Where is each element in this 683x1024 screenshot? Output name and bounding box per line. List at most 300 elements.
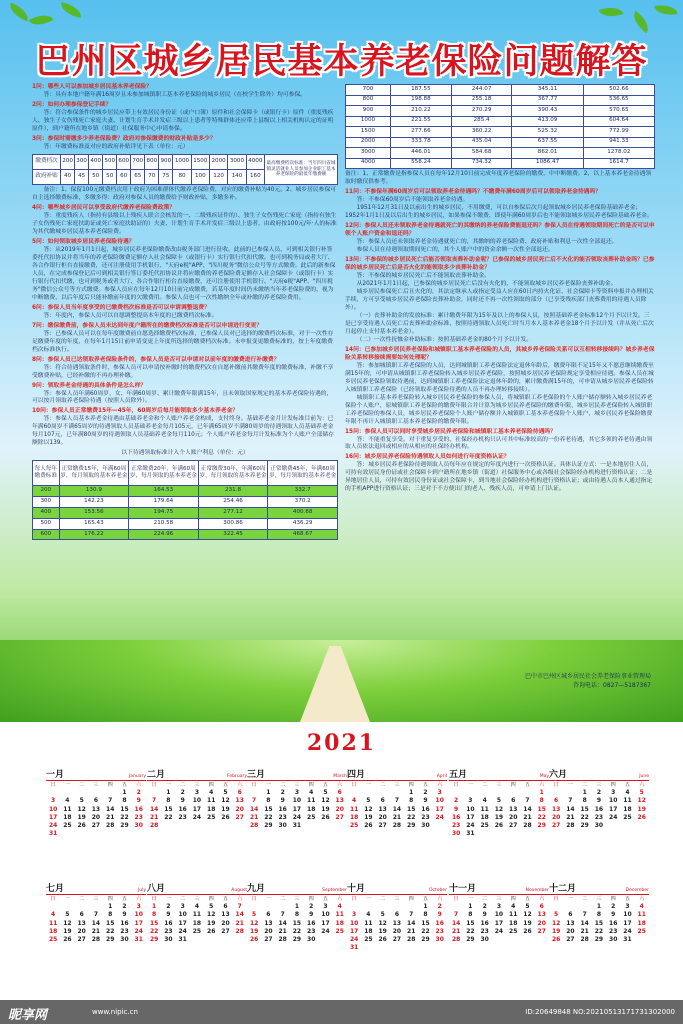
weekday-label: 二	[180, 896, 186, 902]
calendar-day: 23	[421, 813, 430, 821]
question-5: 5问：如何领取城乡居民养老保险待遇？	[32, 238, 135, 245]
calendar-day: 19	[551, 927, 561, 935]
table-cell: 153.56	[59, 507, 129, 518]
month-2	[147, 770, 247, 830]
table-cell: 277.12	[198, 507, 268, 518]
calendar-day: 17	[494, 919, 504, 927]
calendar-week	[46, 806, 146, 814]
leaf-decoration	[59, 2, 83, 18]
calendar-day: 21	[451, 927, 461, 935]
calendar-day: 14	[580, 919, 589, 927]
calendar-day: 8	[539, 797, 544, 805]
calendar-day: 3	[323, 903, 328, 911]
question-8: 8问：参保人员已达领取养老保险条件的，参保人员是否可以申请对以前年度的缴费进行补缴费？	[32, 356, 280, 363]
calendar-day: 31	[178, 935, 187, 943]
calendar-week	[147, 814, 247, 822]
month-5	[449, 770, 549, 838]
calendar-day: 18	[480, 813, 489, 821]
calendar-empty-cell	[233, 936, 247, 944]
calendar-week	[549, 936, 649, 944]
weekday-label: 四	[208, 782, 214, 788]
calendar-day: 27	[566, 935, 575, 943]
month-header	[147, 884, 247, 895]
calendar-empty-cell	[361, 944, 375, 952]
calendar-day: 5	[223, 789, 228, 797]
calendar-day: 28	[566, 821, 575, 829]
weekday-label: 六	[337, 896, 343, 902]
table-cell: 604.64	[583, 116, 654, 127]
table-note: 备注：1、正常缴费是指参保人员在每年12月10日前完成年度养老保险的缴费，中中断缴费。2、以上基本养老金待遇领取时缴仅供参考。	[345, 171, 652, 185]
calendar-day: 15	[292, 919, 302, 927]
calendar-week	[449, 936, 549, 944]
calendar-day: 6	[93, 797, 99, 805]
calendar-day: 13	[509, 805, 518, 813]
calendar-week	[46, 920, 146, 928]
weekday-label: 六	[337, 782, 343, 788]
calendar-day: 7	[409, 911, 414, 919]
calendar-week	[449, 911, 549, 919]
calendar-day: 22	[466, 927, 475, 935]
calendar-day: 28	[451, 935, 461, 943]
month-9	[247, 884, 347, 944]
calendar-week	[347, 789, 447, 797]
calendar-day: 29	[106, 935, 115, 943]
table-row	[346, 127, 655, 138]
table-row	[33, 486, 338, 497]
calendar-day: 30	[278, 821, 287, 829]
weekday-label: 五	[222, 782, 228, 788]
calendar-week	[347, 944, 447, 952]
month-3	[247, 770, 347, 830]
calendar-day: 20	[392, 927, 402, 935]
table-row	[346, 158, 655, 169]
weekday-label: 五	[524, 896, 530, 902]
calendar-week	[46, 814, 146, 822]
calendar-day: 8	[266, 797, 271, 805]
calendar-day: 11	[637, 911, 646, 919]
calendar-day: 26	[494, 821, 504, 829]
calendar-week	[549, 903, 649, 911]
calendar-day: 1	[152, 903, 157, 911]
question-15: 15问：参保人员可以同时享受城乡居民养老保险和城镇职工基本养老保险待遇吗？	[345, 428, 556, 435]
table-cell: 255.18	[451, 95, 512, 106]
calendar-day: 15	[594, 919, 604, 927]
calendar-day: 8	[166, 797, 171, 805]
calendar-day: 10	[292, 797, 302, 805]
calendar-day: 12	[77, 805, 86, 813]
table-row	[33, 529, 338, 540]
calendar-day: 16	[307, 919, 316, 927]
calendar-empty-cell	[563, 903, 577, 911]
month-header	[347, 770, 447, 781]
calendar-day: 19	[207, 919, 216, 927]
calendar-empty-cell	[233, 822, 247, 830]
calendar-empty-cell	[478, 789, 492, 797]
weekday-label: 二	[380, 896, 386, 902]
calendar-day: 10	[134, 911, 143, 919]
calendar-day: 14	[91, 919, 101, 927]
calendar-day: 16	[451, 813, 461, 821]
calendar-empty-cell	[463, 789, 477, 797]
answer-12-detail: 参保人员在待遇领取期间死亡的，其个人账户中的资金余额一次性全部退还。	[356, 246, 554, 253]
calendar-day: 8	[409, 797, 414, 805]
calendar-day: 2	[423, 789, 428, 797]
calendar-day: 2	[454, 797, 459, 805]
question-14: 14问：已参加城乡居民养老保险和城镇职工基本养老保险的人员，其城乡养老保险关系可以互相转移接续吗？城乡养老保险关系转移接续需要如何处理呢？	[345, 346, 655, 361]
calendar-day: 18	[623, 805, 632, 813]
calendar-empty-cell	[304, 822, 318, 830]
weekday-header	[347, 781, 447, 789]
leaf-decoration	[629, 11, 654, 33]
calendar-day: 31	[292, 821, 302, 829]
answer-11: 答：不参保60周岁后不能领取养老金待遇。	[356, 196, 469, 203]
weekday-label: 四	[107, 782, 113, 788]
pension-table-caption: 以下待遇领取标准计入个人账户利息（单位：元）	[121, 450, 249, 457]
calendar-day: 21	[149, 813, 159, 821]
calendar-day: 23	[594, 813, 604, 821]
weekday-label: 日	[251, 782, 257, 788]
calendar-day: 29	[594, 935, 604, 943]
calendar-day: 12	[637, 797, 646, 805]
table-cell: 4000	[346, 158, 391, 169]
month-header	[549, 770, 649, 781]
calendar-day: 25	[349, 821, 359, 829]
calendar-day: 16	[178, 805, 187, 813]
calendar-empty-cell	[390, 944, 404, 952]
table-cell: 70	[145, 169, 159, 184]
calendar-empty-cell	[635, 936, 649, 944]
table-cell: 179.64	[129, 497, 199, 508]
calendar-day: 4	[65, 797, 70, 805]
calendar-day: 11	[349, 805, 359, 813]
calendar-week	[147, 911, 247, 919]
calendar-week	[247, 789, 347, 797]
calendar-empty-cell	[578, 903, 592, 911]
calendar-empty-cell	[478, 830, 492, 838]
calendar-empty-cell	[46, 903, 60, 911]
calendar-day: 1	[409, 789, 414, 797]
calendar-week	[347, 928, 447, 936]
calendar-week	[449, 797, 549, 805]
table-cell: 333.78	[391, 137, 452, 148]
weekday-label: 日	[351, 782, 357, 788]
calendar-day: 30	[609, 935, 618, 943]
calendar-year: 2021	[306, 730, 377, 756]
table-cell: 436.29	[268, 518, 338, 529]
calendar-day: 9	[423, 797, 428, 805]
table-cell: 164.53	[129, 486, 199, 497]
calendar-day: 17	[435, 805, 444, 813]
question-16: 16问：城乡居民养老保险待遇领取人员如何进行年度资格认证？	[345, 454, 510, 461]
weekday-label: 四	[610, 896, 616, 902]
table-cell: 800	[346, 95, 391, 106]
calendar-day: 15	[580, 805, 589, 813]
table-cell: 165.43	[59, 518, 129, 529]
calendar-day: 27	[378, 821, 387, 829]
weekday-label: 二	[280, 896, 286, 902]
calendar-day: 8	[582, 797, 587, 805]
calendar-day: 4	[51, 911, 56, 919]
calendar-day: 17	[349, 927, 359, 935]
calendar-day: 2	[596, 789, 602, 797]
calendar-day: 1	[596, 903, 602, 911]
calendar-day: 10	[321, 911, 330, 919]
calendar-day: 23	[278, 813, 287, 821]
weekday-label: 六	[136, 782, 142, 788]
calendar-day: 13	[392, 919, 402, 927]
answer-7: 答：已参保人员可以在每年度缴费前自愿选择缴费档次标准，已参保人员对已选择的缴费档次标准，对于一次性存足缴费年度的年度，在每年1月15日前申请变更上年度所选择的缴费档次标准。未申报变更缴费标准的，按上年度缴费档次标准执行。	[32, 330, 334, 353]
table-cell: 80	[173, 169, 191, 184]
calendar-day: 28	[392, 821, 402, 829]
table-cell: 210.22	[391, 106, 452, 117]
calendar-day: 15	[164, 805, 173, 813]
calendar-day: 27	[509, 821, 518, 829]
table-cell: 300	[75, 154, 89, 169]
table-cell: 700	[131, 154, 145, 169]
table-cell: 224.96	[129, 529, 199, 540]
calendar-day: 3	[437, 789, 442, 797]
calendar-day: 16	[278, 805, 287, 813]
right-column	[345, 82, 655, 674]
calendar-day: 7	[108, 797, 113, 805]
table-cell: 50	[103, 169, 117, 184]
calendar-day: 4	[639, 903, 644, 911]
calendar-day: 4	[511, 903, 516, 911]
table-header-cell: 政府补贴	[33, 169, 61, 184]
calendar-day: 8	[108, 911, 113, 919]
table-cell: 176.22	[59, 529, 129, 540]
weekday-label: 三	[294, 896, 300, 902]
calendar-day: 25	[623, 813, 632, 821]
pension-table-continued	[345, 84, 655, 169]
calendar-day: 5	[554, 911, 559, 919]
calendar-empty-cell	[449, 789, 463, 797]
calendar-day: 8	[596, 911, 602, 919]
table-cell: 525.32	[512, 127, 583, 138]
answer-14-detail: 城镇职工基本养老保险转入城乡居民养老保险的参保人员，将城镇职工养老保险的个人账户储存额转入城乡居民养老保险个人账户，原城镇职工养老保险的缴费年限合并计算为城乡居民养老保险的缴费年限，城乡居民养老保险转入城镇职工养老保险的参保人员，城乡居民养老保险个人账户储存额并入城镇职工基本养老保险个人账户，城乡居民养老保险缴费年限不再计入城镇职工基本养老保险的缴费年限。	[345, 394, 653, 425]
calendar-empty-cell	[218, 822, 232, 830]
calendar-day: 5	[252, 911, 257, 919]
calendar-empty-cell	[147, 789, 161, 797]
weekday-header	[549, 895, 649, 903]
calendar-day: 24	[494, 927, 504, 935]
calendar-empty-cell	[506, 789, 520, 797]
calendar-day: 19	[321, 805, 330, 813]
calendar-day: 19	[378, 927, 387, 935]
table-cell: 941.33	[583, 137, 654, 148]
weekday-label: 四	[408, 782, 414, 788]
calendar-day: 23	[451, 821, 461, 829]
calendar-day: 25	[335, 927, 344, 935]
calendar-day: 15	[466, 919, 475, 927]
calendar-empty-cell	[75, 903, 89, 911]
answer-12: 答：参保人员还未领取养老金待遇就死亡的，其缴纳的养老保险费、政府补贴和利息一次性全部退还。	[356, 238, 618, 245]
calendar-day: 23	[164, 927, 173, 935]
calendar-day: 4	[625, 789, 630, 797]
table-cell: 700	[346, 85, 391, 96]
month-name: 四月	[347, 770, 366, 780]
calendar-day: 21	[106, 813, 115, 821]
answer-11-detail: 1951年12月31日及以前出生的城乡居民，不用缴费，可以自参保后次月起领取城乡居民养老保险基础养老金；1952年1月1日及以后出生的城乡居民，如果参保不缴费，即使年满60周岁后也不能领取城乡居民养老保险基础养老金。	[345, 204, 653, 219]
table-cell: 1500	[191, 154, 209, 169]
calendar-day: 27	[91, 821, 101, 829]
calendar-day: 14	[407, 919, 416, 927]
calendar-week	[347, 806, 447, 814]
calendar-day: 3	[51, 797, 56, 805]
calendar-day: 2	[611, 903, 616, 911]
table-header-cell: 正常缴费20年，年满60周岁，每月领取的基本养老金	[129, 461, 199, 486]
weekday-label: 三	[394, 782, 400, 788]
calendar-day: 6	[79, 911, 84, 919]
issuer-name: 巴中市巴州区城乡居民社会养老保险事业管理局	[524, 673, 651, 680]
calendar-day: 7	[525, 797, 530, 805]
table-row	[346, 148, 655, 159]
calendar-day: 8	[122, 797, 127, 805]
table-cell: 367.77	[512, 95, 583, 106]
calendar-day: 10	[623, 911, 632, 919]
table-cell: 536.65	[583, 95, 654, 106]
calendar-day: 22	[407, 813, 416, 821]
calendar-day: 6	[511, 797, 516, 805]
weekday-label: 一	[265, 896, 271, 902]
calendar-day: 12	[364, 805, 373, 813]
calendar-day: 15	[537, 805, 546, 813]
calendar-day: 27	[335, 813, 344, 821]
left-column	[32, 82, 338, 624]
calendar-day: 1	[108, 903, 113, 911]
answer-1: 答：具有本地户籍年满16周岁且未参加城镇职工基本养老保险的城乡居民（在校学生除外）均可参保。	[43, 91, 307, 98]
calendar-day: 22	[164, 813, 173, 821]
month-header	[46, 884, 146, 895]
pension-table	[32, 460, 338, 540]
calendar-day: 11	[480, 805, 489, 813]
table-cell: 900	[346, 106, 391, 117]
table-cell: 270.29	[451, 106, 512, 117]
weekday-label: 四	[208, 896, 214, 902]
calendar-week	[549, 797, 649, 805]
calendar-empty-cell	[161, 822, 175, 830]
calendar-day: 28	[407, 935, 416, 943]
month-name-en: January	[128, 774, 146, 779]
calendar-day: 18	[364, 927, 373, 935]
calendar-day: 11	[63, 805, 72, 813]
calendar-empty-cell	[492, 936, 506, 944]
calendar-week	[347, 936, 447, 944]
calendar-day: 5	[639, 789, 644, 797]
calendar-day: 20	[264, 927, 273, 935]
calendar-empty-cell	[204, 936, 218, 944]
calendar-day: 10	[609, 797, 618, 805]
calendar-empty-cell	[190, 822, 204, 830]
calendar-empty-cell	[261, 903, 275, 911]
table-row	[33, 497, 338, 508]
calendar-day: 9	[482, 911, 487, 919]
weekday-label: 六	[237, 896, 243, 902]
table-cell: 435.04	[451, 137, 512, 148]
calendar-day: 11	[307, 797, 316, 805]
calendar-day: 27	[551, 821, 561, 829]
calendar-day: 16	[421, 805, 430, 813]
calendar-day: 20	[537, 919, 546, 927]
calendar-empty-cell	[433, 944, 447, 952]
contact-phone: 咨询电话：0827—5187367	[573, 682, 651, 689]
calendar-day: 30	[307, 935, 316, 943]
calendar-day: 14	[392, 805, 402, 813]
calendar-day: 2	[136, 789, 141, 797]
calendar-day: 26	[221, 813, 230, 821]
table-cell: 194.75	[129, 507, 199, 518]
calendar-day: 25	[637, 927, 646, 935]
table-cell: 285.4	[451, 116, 512, 127]
calendar-empty-cell	[520, 830, 534, 838]
calendar-empty-cell	[563, 789, 577, 797]
calendar-day: 22	[106, 927, 115, 935]
calendar-empty-cell	[390, 903, 404, 911]
calendar-day: 24	[609, 813, 618, 821]
calendar-day: 19	[523, 919, 532, 927]
calendar-day: 10	[466, 805, 475, 813]
subsidy-table	[32, 154, 338, 185]
calendar-week	[247, 797, 347, 805]
calendar-day: 8	[294, 911, 300, 919]
weekday-label: 六	[437, 896, 443, 902]
calendar-empty-cell	[492, 830, 506, 838]
calendar-day: 7	[152, 797, 157, 805]
month-8	[147, 884, 247, 944]
calendar-week	[247, 822, 347, 830]
calendar-day: 15	[264, 805, 273, 813]
weekday-header	[449, 781, 549, 789]
answer-14: 答：参加城镇职工养老保险的人员，达到城镇职工养老保险法定退休年龄后，缴费年限不足15年又不愿意继续缴费至满15年的，可申请从城镇职工养老保险转入城乡居民养老保险，按照城乡居民养老保险规定享受相应待遇。参保人员在城乡居民养老保险领取待遇前，达到城镇职工养老保险法定退休年龄的，累计缴费满15年的，可申请从城乡居民养老保险转入城镇职工养老保险（已经领取养老保险待遇的人员不再办理转移接续）。	[345, 362, 654, 393]
weekday-label: 二	[582, 782, 588, 788]
question-2: 2问：如何办理参保登记手续？	[32, 101, 112, 108]
month-name: 十二月	[549, 884, 577, 894]
table-cell: 370.2	[268, 497, 338, 508]
calendar-day: 30	[451, 830, 461, 838]
watermark-logo: 昵享网	[8, 1008, 48, 1023]
weekday-label: 三	[496, 896, 502, 902]
weekday-label: 六	[639, 782, 645, 788]
calendar-day: 21	[523, 813, 532, 821]
calendar-day: 3	[194, 789, 200, 797]
calendar-day: 18	[63, 813, 72, 821]
calendar-day: 29	[292, 935, 302, 943]
calendar-day: 22	[292, 927, 302, 935]
calendar-day: 20	[509, 813, 518, 821]
calendar-day: 26	[207, 927, 216, 935]
calendar-day: 20	[91, 813, 101, 821]
calendar-day: 20	[221, 919, 230, 927]
table-cell: 231.8	[198, 486, 268, 497]
calendar-day: 4	[337, 903, 342, 911]
calendar-day: 14	[106, 805, 115, 813]
question-10: 10问：参保人员正常缴费15年—45年，60周岁后每月能领取多少基本养老金？	[32, 408, 239, 415]
table-cell: 862.01	[512, 148, 583, 159]
calendar-day: 27	[221, 927, 230, 935]
calendar-day: 13	[537, 911, 546, 919]
calendar-day: 21	[278, 927, 287, 935]
answer-4: 答：重度残疾人（指持有县级以上残疾人联合会核发的一、二级残疾证件的）、独生子女伤残死亡家庭（指持有独生子女伤残死亡家庭扶助证或死亡家庭扶助证的）夫妻、计划生育手术并发症三级以上患者，由政府按100元/年·人的标准为其代缴城乡居民基本养老保险费。	[32, 212, 337, 235]
table-cell: 2000	[209, 154, 227, 169]
calendar-day: 24	[192, 813, 202, 821]
calendar-empty-cell	[535, 936, 549, 944]
calendar-week	[147, 903, 247, 911]
calendar-day: 29	[407, 821, 416, 829]
calendar-week	[147, 822, 247, 830]
calendar-day: 26	[551, 935, 561, 943]
calendar-empty-cell	[520, 936, 534, 944]
calendar-day: 5	[323, 789, 328, 797]
